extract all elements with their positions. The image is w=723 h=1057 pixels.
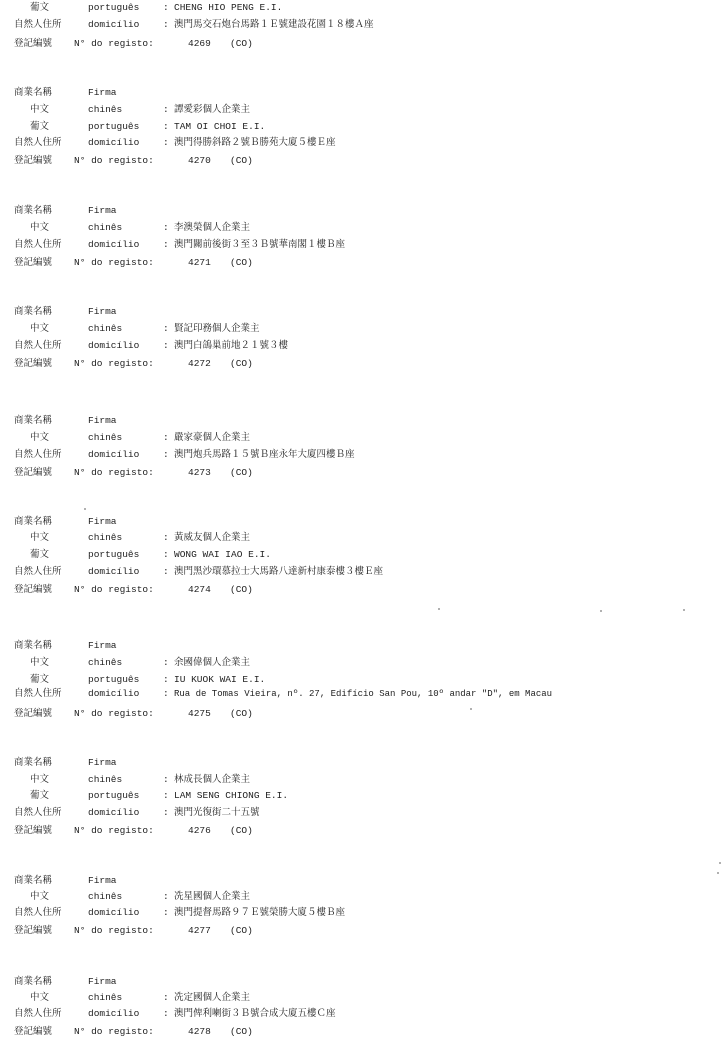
registration-code: (CO) [230,155,253,166]
registration-code: (CO) [230,257,253,268]
portuguese-label-zh: 葡文 [30,549,50,560]
chinese-name-value: 冼定國個人企業主 [174,992,251,1003]
portuguese-label-zh: 葡文 [30,790,50,801]
chinese-label-zh: 中文 [30,323,50,334]
firm-label-pt: Firma [88,205,117,216]
registration-label-pt: N° do registo: [74,584,154,595]
registration-label-pt: N° do registo: [74,257,154,268]
registration-number: 4274 [188,584,211,595]
firm-label-pt: Firma [88,415,117,426]
registration-label-zh: 登記編號 [14,467,53,478]
registration-label-pt: N° do registo: [74,467,154,478]
domicile-label-pt: domicílio [88,239,140,250]
domicile-label-pt: domicílio [88,907,140,918]
portuguese-name-value: TAM OI CHOI E.I. [174,121,266,132]
chinese-label-zh: 中文 [30,657,50,668]
domicile-label-zh: 自然人住所 [14,1008,62,1019]
domicile-value: Rua de Tomas Vieira, nº. 27, Edifício San Pou, 10º andar "D", em Macau [174,689,553,699]
scan-speck [470,708,472,710]
scan-speck [84,508,86,510]
chinese-label-pt: chinês [88,532,123,543]
registration-number: 4273 [188,467,211,478]
portuguese-label-pt: português [88,2,140,13]
firm-label-zh: 商業名稱 [14,205,53,216]
chinese-name-value: 黃威友個人企業主 [174,532,251,543]
domicile-value: 澳門俾利喇街３Ｂ號合成大廈五樓Ｃ座 [174,1008,336,1019]
registration-label-pt: N° do registo: [74,925,154,936]
chinese-label-zh: 中文 [30,432,50,443]
colon: : [163,239,169,250]
domicile-label-zh: 自然人住所 [14,449,62,460]
portuguese-label-pt: português [88,121,140,132]
chinese-name-value: 李澳榮個人企業主 [174,222,251,233]
registration-number: 4271 [188,257,211,268]
registration-label-pt: N° do registo: [74,825,154,836]
chinese-name-value: 嚴家豪個人企業主 [174,432,251,443]
registration-number: 4269 [188,38,211,49]
chinese-name-value: 余國偉個人企業主 [174,657,251,668]
firm-label-zh: 商業名稱 [14,87,53,98]
chinese-label-zh: 中文 [30,774,50,785]
colon: : [163,657,169,668]
colon: : [163,104,169,115]
registration-label-zh: 登記編號 [14,358,53,369]
registration-code: (CO) [230,38,253,49]
registration-label-zh: 登記編號 [14,257,53,268]
registration-label-pt: N° do registo: [74,1026,154,1037]
chinese-label-pt: chinês [88,992,123,1003]
registration-label-zh: 登記編號 [14,38,53,49]
portuguese-label-zh: 葡文 [30,2,50,13]
domicile-label-zh: 自然人住所 [14,239,62,250]
colon: : [163,222,169,233]
registration-code: (CO) [230,825,253,836]
domicile-value: 澳門白鴿巢前地２１號３樓 [174,340,289,351]
registration-code: (CO) [230,467,253,478]
portuguese-label-pt: português [88,790,140,801]
colon: : [163,2,169,13]
chinese-label-pt: chinês [88,657,123,668]
portuguese-label-pt: português [88,674,140,685]
registration-label-zh: 登記編號 [14,155,53,166]
chinese-label-pt: chinês [88,432,123,443]
domicile-value: 澳門提督馬路９７Ｅ號榮勝大廈５樓Ｂ座 [174,907,346,918]
registration-number: 4272 [188,358,211,369]
chinese-label-pt: chinês [88,104,123,115]
domicile-label-pt: domicílio [88,688,140,699]
firm-label-pt: Firma [88,640,117,651]
registration-code: (CO) [230,1026,253,1037]
firm-label-zh: 商業名稱 [14,415,53,426]
domicile-value: 澳門關前後街３至３Ｂ號華南閣１樓Ｂ座 [174,239,346,250]
chinese-label-pt: chinês [88,774,123,785]
firm-label-pt: Firma [88,757,117,768]
chinese-label-zh: 中文 [30,104,50,115]
firm-label-zh: 商業名稱 [14,757,53,768]
portuguese-name-value: WONG WAI IAO E.I. [174,549,271,560]
colon: : [163,807,169,818]
registration-label-pt: N° do registo: [74,358,154,369]
registration-label-pt: N° do registo: [74,155,154,166]
domicile-label-zh: 自然人住所 [14,19,62,30]
domicile-value: 澳門光復街二十五號 [174,807,260,818]
registration-label-zh: 登記編號 [14,925,53,936]
portuguese-label-zh: 葡文 [30,674,50,685]
portuguese-label-zh: 葡文 [30,121,50,132]
chinese-label-pt: chinês [88,891,123,902]
domicile-label-zh: 自然人住所 [14,907,62,918]
colon: : [163,790,169,801]
registration-number: 4278 [188,1026,211,1037]
colon: : [163,688,169,699]
colon: : [163,891,169,902]
colon: : [163,323,169,334]
registration-label-pt: N° do registo: [74,38,154,49]
registration-label-zh: 登記編號 [14,825,53,836]
colon: : [163,1008,169,1019]
colon: : [163,566,169,577]
domicile-label-zh: 自然人住所 [14,137,62,148]
chinese-name-value: 賢記印務個人企業主 [174,323,260,334]
colon: : [163,19,169,30]
domicile-label-pt: domicílio [88,1008,140,1019]
colon: : [163,340,169,351]
firm-label-pt: Firma [88,875,117,886]
registration-number: 4277 [188,925,211,936]
registration-label-zh: 登記編號 [14,1026,53,1037]
domicile-value: 澳門馬交石炮台馬路１Ｅ號建設花園１８樓Ａ座 [174,19,374,30]
firm-label-zh: 商業名稱 [14,875,53,886]
colon: : [163,907,169,918]
portuguese-name-value: LAM SENG CHIONG E.I. [174,790,289,801]
domicile-label-pt: domicílio [88,340,140,351]
domicile-value: 澳門得勝斜路２號Ｂ勝苑大廈５樓Ｅ座 [174,137,336,148]
colon: : [163,992,169,1003]
colon: : [163,432,169,443]
colon: : [163,674,169,685]
firm-label-zh: 商業名稱 [14,516,53,527]
scan-speck [683,609,685,611]
firm-label-zh: 商業名稱 [14,976,53,987]
chinese-name-value: 林成長個人企業主 [174,774,251,785]
colon: : [163,121,169,132]
registration-label-zh: 登記編號 [14,708,53,719]
registration-label-zh: 登記編號 [14,584,53,595]
registration-code: (CO) [230,925,253,936]
portuguese-name-value: CHENG HIO PENG E.I. [174,2,283,13]
domicile-label-pt: domicílio [88,449,140,460]
registration-number: 4270 [188,155,211,166]
scan-speck [438,608,440,610]
firm-label-pt: Firma [88,516,117,527]
colon: : [163,137,169,148]
firm-label-pt: Firma [88,306,117,317]
chinese-label-zh: 中文 [30,891,50,902]
chinese-label-zh: 中文 [30,532,50,543]
domicile-label-pt: domicílio [88,137,140,148]
scan-speck [719,862,721,864]
domicile-label-zh: 自然人住所 [14,566,62,577]
registration-label-pt: N° do registo: [74,708,154,719]
registration-number: 4275 [188,708,211,719]
chinese-label-zh: 中文 [30,992,50,1003]
firm-label-zh: 商業名稱 [14,640,53,651]
firm-label-zh: 商業名稱 [14,306,53,317]
registration-code: (CO) [230,708,253,719]
chinese-name-value: 冼星國個人企業主 [174,891,251,902]
colon: : [163,449,169,460]
portuguese-label-pt: português [88,549,140,560]
firm-label-pt: Firma [88,87,117,98]
domicile-label-zh: 自然人住所 [14,340,62,351]
scan-speck [600,610,602,612]
registration-code: (CO) [230,584,253,595]
chinese-name-value: 譚愛彩個人企業主 [174,104,251,115]
domicile-value: 澳門黑沙環慕拉士大馬路八達新村康泰樓３樓Ｅ座 [174,566,384,577]
domicile-label-pt: domicílio [88,807,140,818]
chinese-label-zh: 中文 [30,222,50,233]
domicile-value: 澳門炮兵馬路１５號Ｂ座永年大廈四樓Ｂ座 [174,449,355,460]
registration-number: 4276 [188,825,211,836]
domicile-label-zh: 自然人住所 [14,807,62,818]
colon: : [163,549,169,560]
portuguese-name-value: IU KUOK WAI E.I. [174,674,266,685]
scan-speck [717,872,719,874]
domicile-label-zh: 自然人住所 [14,688,62,699]
domicile-label-pt: domicílio [88,566,140,577]
chinese-label-pt: chinês [88,222,123,233]
registration-code: (CO) [230,358,253,369]
domicile-label-pt: domicílio [88,19,140,30]
firm-label-pt: Firma [88,976,117,987]
colon: : [163,532,169,543]
chinese-label-pt: chinês [88,323,123,334]
colon: : [163,774,169,785]
